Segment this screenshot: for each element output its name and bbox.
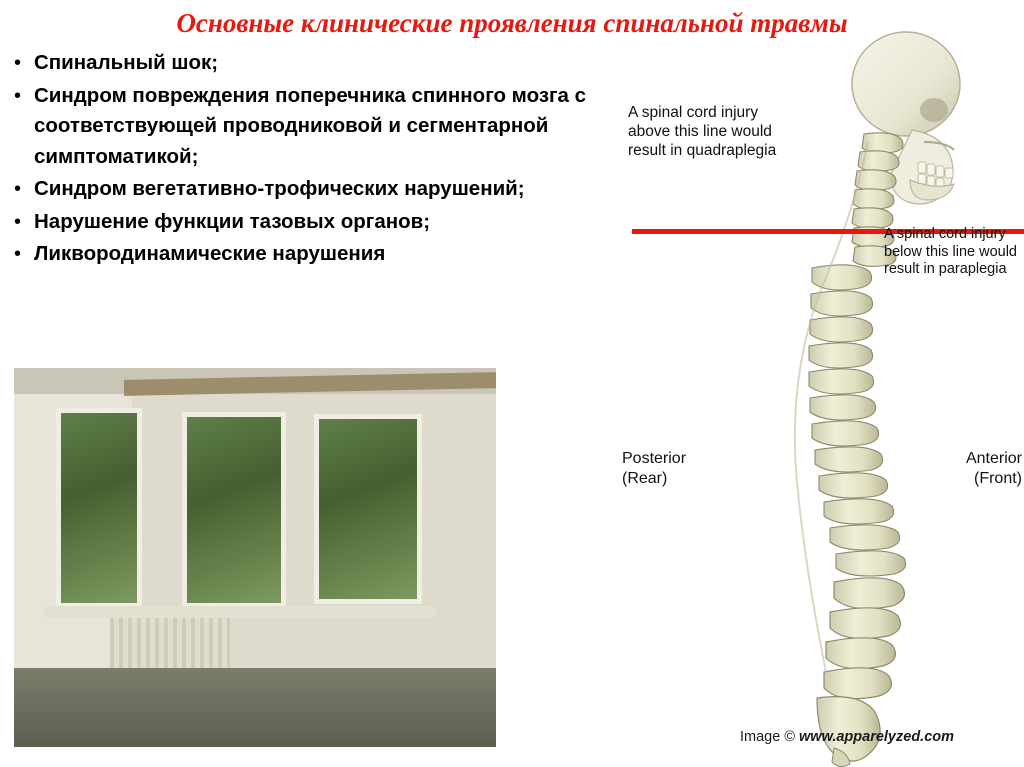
list-item xyxy=(14,81,614,173)
label-anterior-line1: Anterior xyxy=(965,450,1022,467)
list-item-label: Нарушение функции тазовых органов; xyxy=(34,209,431,233)
photo-window xyxy=(314,414,422,604)
annotation-above-line: A spinal cord injury above this line would result in quadraplegia xyxy=(628,104,777,159)
photo-floor xyxy=(14,668,496,747)
bullet-list xyxy=(14,48,614,272)
bullet-icon: • xyxy=(14,52,22,74)
list-item xyxy=(14,207,614,238)
list-item xyxy=(14,239,614,270)
clinic-photo xyxy=(14,368,496,747)
bullet-icon: • xyxy=(14,210,22,233)
image-credit-prefix: Image © xyxy=(739,729,800,745)
list-item-label: Синдром повреждения поперечника спинного мозга с соответствующей проводниковой и сегментарной симптоматикой; xyxy=(34,83,587,168)
photo-window-sill xyxy=(44,606,436,618)
bullet-icon: • xyxy=(14,243,22,265)
label-anterior xyxy=(912,449,1022,488)
list-item xyxy=(14,48,614,79)
label-anterior-line2: (Front) xyxy=(974,469,1022,487)
bullet-icon: • xyxy=(14,178,22,200)
list-item-label: Синдром вегетативно-трофических нарушений; xyxy=(34,177,525,200)
list-item xyxy=(14,174,614,205)
image-credit xyxy=(672,729,1022,747)
thoracic-spine xyxy=(809,265,906,576)
list-item-label: Ликвородинамические нарушения xyxy=(34,242,386,265)
photo-window xyxy=(182,412,286,608)
spine-diagram xyxy=(612,22,1024,767)
photo-window xyxy=(56,408,142,608)
label-posterior-line1: Posterior xyxy=(622,450,687,467)
list-item-label: Спинальный шок; xyxy=(34,51,219,74)
page-title: Основные клинические проявления спинальной травмы xyxy=(176,8,848,38)
annotation-below-line: A spinal cord injury below this line would result in paraplegia xyxy=(884,226,1017,278)
label-posterior-line2: (Rear) xyxy=(622,469,668,487)
bullet-icon: • xyxy=(14,84,22,107)
label-posterior xyxy=(622,449,762,488)
lumbar-spine xyxy=(824,578,904,699)
image-credit-site: www.apparelyzed.com xyxy=(799,729,955,745)
